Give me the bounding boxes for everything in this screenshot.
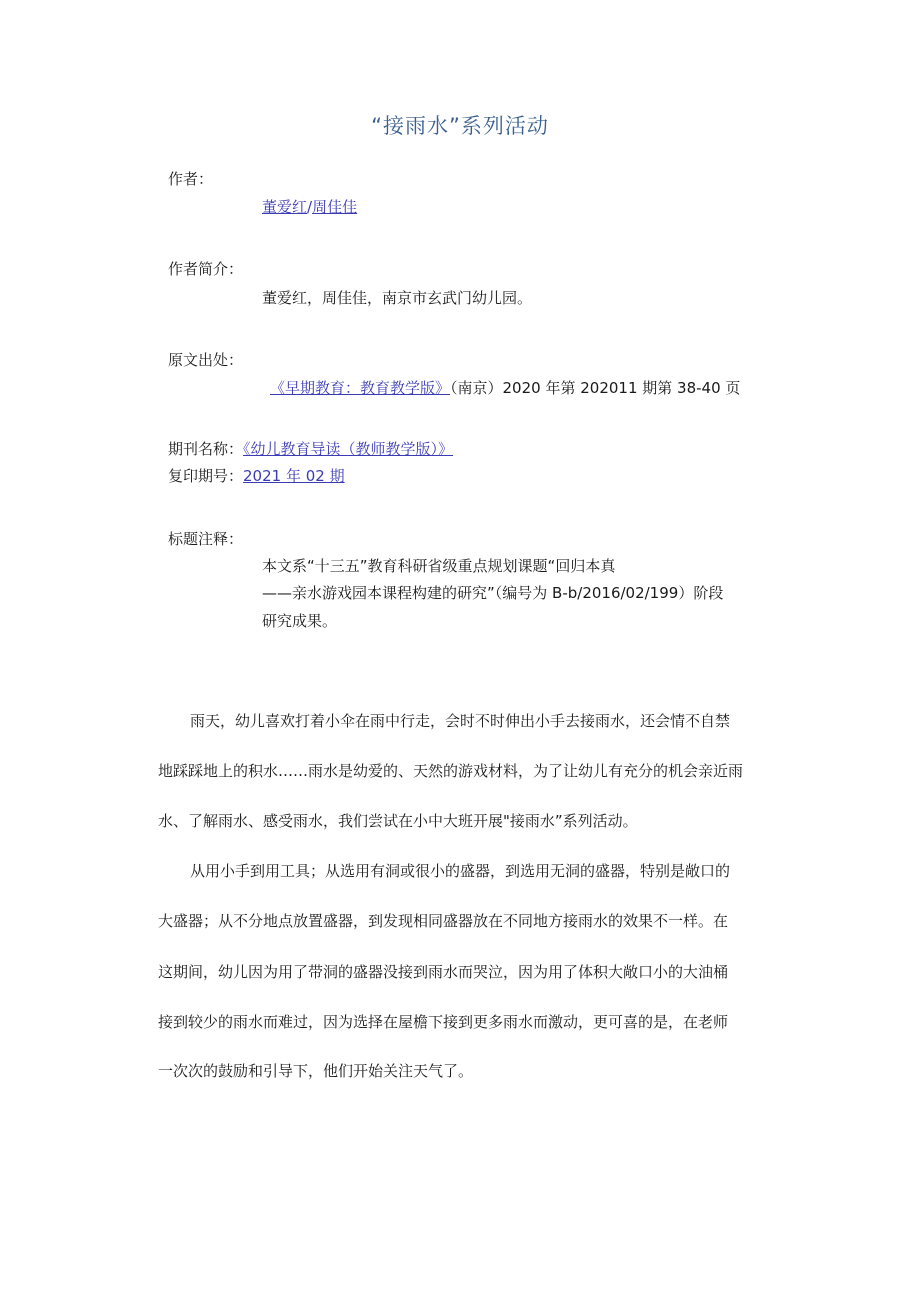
reprint-label: 复印期号：	[168, 467, 244, 485]
bio-label: 作者简介：	[168, 260, 244, 278]
reprint-link[interactable]: 2021 年 02 期	[243, 467, 345, 485]
note-line-3: 研究成果。	[262, 612, 338, 630]
periodical-link[interactable]: 《幼儿教育导读（教师教学版）》	[243, 440, 454, 458]
bio-text: 董爱红，周佳佳，南京市玄武门幼儿园。	[262, 289, 533, 307]
source-journal-link[interactable]: 《早期教育：教育教学版》	[270, 379, 451, 397]
author-names	[262, 196, 357, 217]
author-label: 作者：	[168, 170, 214, 188]
paragraph-1-line: 水、了解雨水、感受雨水，我们尝试在小中大班开展"接雨水”系列活动。	[158, 812, 638, 830]
paragraph-2-line: 大盛器；从不分地点放置盛器，到发现相同盛器放在不同地方接雨水的效果不一样。在	[158, 912, 729, 930]
periodical-row	[168, 438, 453, 459]
paragraph-2-line: 从用小手到用工具；从选用有洞或很小的盛器，到选用无洞的盛器，特别是敞口的	[190, 862, 731, 880]
note-line-2: ——亲水游戏园本课程构建的研究”（编号为 B-b/2016/02/199）阶段	[262, 584, 724, 602]
source-line	[270, 377, 740, 398]
reprint-row	[168, 465, 345, 486]
paragraph-2-line: 这期间，幼儿因为用了带洞的盛器没接到雨水而哭泣，因为用了体积大敞口小的大油桶	[158, 963, 729, 981]
paragraph-2-line: 一次次的鼓励和引导下，他们开始关注天气了。	[158, 1062, 474, 1080]
paragraph-2-line: 接到较少的雨水而难过，因为选择在屋檐下接到更多雨水而激动，更可喜的是，在老师	[158, 1013, 729, 1031]
note-label: 标题注释：	[168, 530, 244, 548]
source-details: （南京）2020 年第 202011 期第 38-40 页	[450, 379, 741, 397]
author-separator: /	[307, 198, 313, 216]
paragraph-1-line: 雨天，幼儿喜欢打着小伞在雨中行走，会时不时伸出小手去接雨水，还会情不自禁	[190, 712, 731, 730]
note-line-1: 本文系“十三五”教育科研省级重点规划课题“回归本真	[262, 557, 616, 575]
paragraph-1-line: 地踩踩地上的积水……雨水是幼爱的、天然的游戏材料，为了让幼儿有充分的机会亲近雨	[158, 762, 744, 780]
page-title: “接雨水”系列活动	[371, 114, 549, 138]
author-link-1[interactable]: 董爱红	[262, 198, 308, 216]
source-label: 原文出处：	[168, 351, 244, 369]
author-link-2[interactable]: 周佳佳	[312, 198, 358, 216]
periodical-label: 期刊名称：	[168, 440, 244, 458]
